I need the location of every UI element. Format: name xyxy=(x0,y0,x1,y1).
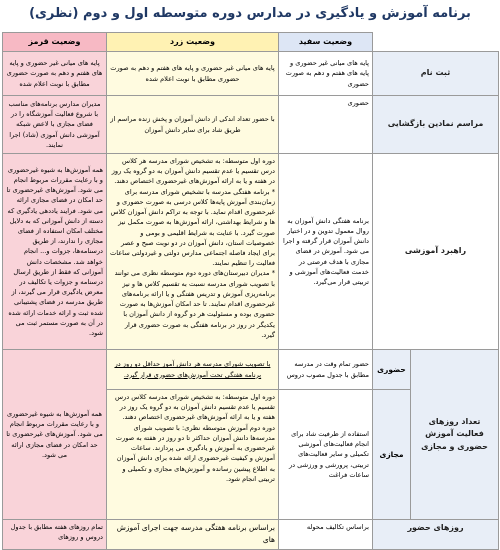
header-white-status: وضعیت سفید xyxy=(279,33,373,52)
days-inperson-yellow-cell xyxy=(107,350,279,390)
header-row xyxy=(3,33,499,52)
strategy-red-cell: همه آموزش‌ها به شیوه غیرحضوری و با رعایت مقررات مربوط انجام می شود. آموزش‌های غیرحضوری تا حد امکان در فضای مجازی ارائه می شود. فرایند یاددهی یادگیری که دسته از دانش آموزانی که به دلایل مختلف امکان استفاده از فضای مجازی را ندارند، از طریق درسنامه‌ها، جزوات و... انجام خواهد شد. مشخصات دانش آموزانی که فقط از طریق ارسال درسنامه و جزوات یا تکالیف در معرض یادگیری قرار می گیرند، از طریق مدرسه در فضای پشتیبانی شده ثبت و ارائه خدمات ارائه شده در آن به صورت مستمر ثبت می شود. xyxy=(3,154,107,350)
registration-red-cell: پایه های میانی غیر حضوری و پایه های هفتم و دهم به صورت حضوری مطابق با نوبت اعلام شده xyxy=(3,52,107,96)
hours-category: روزهای حضور xyxy=(373,520,499,550)
hours-white-cell: براساس تکالیف محوله xyxy=(279,520,373,550)
days-inperson-subcategory: حضوری xyxy=(373,350,411,390)
ceremony-white-cell: حضوری xyxy=(279,96,373,154)
header-red-status: وضعیت قرمز xyxy=(3,33,107,52)
days-virtual-subcategory: مجازی xyxy=(373,390,411,520)
strategy-yellow-paragraph-3: * مدیران دبیرستان‌های دوره دوم متوسطه نظری می توانند با تصویب شورای مدرسه نسبت به تقسیم کلاس ها و نیز برنامه‌ریزی آموزش و تدریس هفتگی و یا ارائه برنامه‌های غیرحضوری اقدام نمایند. تا حد امکان آموزش‌ها به صورت حضوری بوده و مسئولیت هر دو گروه از دانش آموزان با یکدیگر در روز در برنامه هفتگی به صورت حضوری قرار گیرد. xyxy=(114,269,275,339)
registration-white-cell: پایه های میانی غیر حضوری و پایه های هفتم و دهم به صورت حضوری xyxy=(279,52,373,96)
strategy-row xyxy=(3,154,499,350)
strategy-yellow-cell xyxy=(107,154,279,350)
ceremony-yellow-cell: با حضور تعداد اندکی از دانش آموزان و پخش زنده مراسم از طریق شاد برای سایر دانش آموزان xyxy=(107,96,279,154)
days-inperson-white-cell: حضور تمام وقت در مدرسه مطابق با جدول مصوب دروس xyxy=(279,350,373,390)
strategy-category: راهبرد آموزشی xyxy=(373,154,499,350)
days-virtual-yellow-paragraph-2: دوره دوم آموزش متوسطه نظری: با تصویب شورای مدرسه‌ها دانش آموزان حداکثر تا دو روز در هفته به صورت غیرحضوری به آموزش و یادگیری می پردازند. ساعات آموزش و کیفیت غیرحضوری ارائه شده برای دانش آموزان به اطلاع پیشین رسانده و آموزش‌های مجازی و تکمیلی و تربیتی انجام شود. xyxy=(115,423,275,483)
hours-red-cell: تمام روزهای هفته مطابق با جدول دروس و روزهای xyxy=(3,520,107,550)
registration-category: ثبت نام xyxy=(373,52,499,96)
hours-row xyxy=(3,520,499,550)
days-inperson-yellow-text: با تصویب شورای مدرسه هر دانش آموز حداقل دو روز در برنامه هفتگی تحت آموزش‌های حضوری قرار گیرد. xyxy=(114,360,271,379)
days-virtual-white-cell: استفاده از ظرفیت شاد برای انجام فعالیت‌های آموزشی تکمیلی و سایر فعالیت‌های تربیتی، پرورشی و ورزشی در ساعات فراغت xyxy=(279,390,373,520)
strategy-white-cell: برنامه هفتگی دانش آموزان به روال معمول تدوین و در اختیار دانش آموزان قرار گرفته و اجرا می شود. آموزش در فضای مجازی با هدف فرصتی در خدمت فعالیت‌های آموزشی و تربیتی قرار می‌گیرد. xyxy=(279,154,373,350)
days-virtual-yellow-cell xyxy=(107,390,279,520)
education-plan-table xyxy=(2,32,499,550)
days-virtual-yellow-paragraph-1: دوره اول متوسطه: به تشخیص شورای مدرسه کلاس درس تقسیم یا عدم تقسیم دانش آموزان به دو گروه یک روز در هفته و یا به ارائه آموزش‌های غیرحضوری اختصاص دهند. xyxy=(114,393,275,422)
registration-row xyxy=(3,52,499,96)
days-inperson-row xyxy=(3,350,499,390)
ceremony-red-cell: مدیران مدارس برنامه‌های مناسب با شروع فعالیت آموزشگاه را در فضای مجازی با لاعض شبکه آموزشی دانش آموزی (شاد) اجرا نمایند. xyxy=(3,96,107,154)
ceremony-row xyxy=(3,96,499,154)
days-category: تعداد روزهای فعالیت آموزش حضوری و مجازی xyxy=(411,350,499,520)
strategy-yellow-paragraph-1: دوره اول متوسطه: به تشخیص شورای مدرسه هر کلاس درس تقسیم یا عدم تقسیم دانش آموزان به دو گروه یک روز در هفته و یا به ارائه آموزش‌های غیرحضوری اختصاص دهند. xyxy=(111,157,275,186)
days-red-cell: همه آموزش‌ها به شیوه غیرحضوری و با رعایت مقررات مربوط انجام می شود. آموزش‌های غیرحضوری تا حد امکان در فضای مجازی ارائه می شود. xyxy=(3,350,107,520)
document-title: برنامه آموزش و یادگیری در مدارس دوره متوسطه اول و دوم (نظری) xyxy=(29,6,471,21)
hours-yellow-cell: براساس برنامه هفتگی مدرسه جهت اجرای آموزش های xyxy=(107,520,279,550)
header-yellow-status: وضعیت زرد xyxy=(107,33,279,52)
header-empty-cell xyxy=(373,33,499,52)
registration-yellow-cell: پایه های میانی غیر حضوری و پایه های هفتم و دهم به صورت حضوری مطابق با نوبت اعلام شده xyxy=(107,52,279,96)
strategy-yellow-paragraph-2: * برنامه هفتگی مدرسه با تشخیص شورای مدرسه برای زمان‌بندی آموزش پایه‌ها کلاس درسی به صورت حضوری و غیرحضوری اقدام نماید. با توجه به تراکم دانش آموزان کلاس ها و شرایط بهداشتی، ارائه آموزش‌ها به صورت مکمل نیز صورت گیرد. با عنایت به شرایط اقلیمی و بومی و خصوصیات استان، دانش آموزان در دو نوبت صبح و عصر برای ایجاد فاصله اجتماعی مدارس دولتی و غیردولتی ساعات فعالیت را تنظیم نمایند. xyxy=(110,187,275,268)
ceremony-category: مراسم نمادین بازگشایی xyxy=(373,96,499,154)
